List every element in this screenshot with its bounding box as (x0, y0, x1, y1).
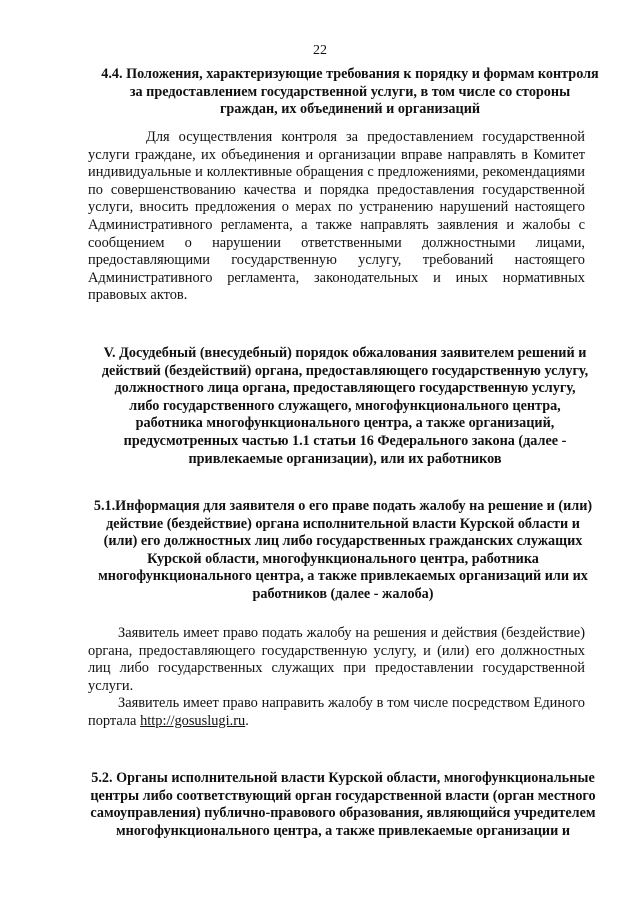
section-v-heading: V. Досудебный (внесудебный) порядок обжалования заявителем решений и действий (бездействий) органа, предоставляющего государственную услугу, должностного лица органа, предоставляющего государственную услугу, либо государственного служащего, многофункционального центра, работника многофункционального центра, а также организаций, предусмотренных частью 1.1 статьи 16 Федерального закона (далее - привлекаемые организации), или их работников (101, 345, 589, 467)
section-4-4-heading: 4.4. Положения, характеризующие требования к порядку и формам контроля за предоставлением государственной услуги, в том числе со стороны граждан, их объединений и организаций (101, 66, 599, 118)
section-5-1-paragraph-1: Заявитель имеет право подать жалобу на решения и действия (бездействие) органа, предоставляющего государственную услугу, и (или) его должностных лиц либо государственных служащих при предоставлении государственной услуги. (88, 625, 585, 694)
gosuslugi-link[interactable]: http://gosuslugi.ru (140, 712, 246, 729)
section-4-4-paragraph: Для осуществления контроля за предоставлением государственной услуги граждане, их объединения и организации вправе направлять в Комитет индивидуальные и коллективные обращения с предложениями, рекомендациями по совершенствованию качества и порядка предоставления государственной услуги, вносить предложения о мерах по устранению нарушений настоящего Административного регламента, а также направлять заявления и жалобы с сообщением о нарушении ответственными должностными лицами, предоставляющими государственную услугу, требований настоящего Административного регламента, законодательных и иных нормативных правовых актов. (88, 129, 585, 304)
section-5-1-heading: 5.1.Информация для заявителя о его праве подать жалобу на решение и (или) действие (бездействие) органа исполнительной власти Курской области и (или) его должностных лиц либо государственных гражданских служащих Курской области, многофункционального центра, работника многофункционального центра, а также привлекаемых организаций или их работников (далее - жалоба) (93, 498, 593, 602)
section-5-2-heading: 5.2. Органы исполнительной власти Курской области, многофункциональные центры либо соответствующий орган государственной власти (орган местного самоуправления) публично-правового образования, являющийся учредителем многофункционального центра, а также привлекаемые организации и (90, 770, 596, 839)
page-number: 22 (313, 43, 327, 58)
paragraph-2-end: . (245, 712, 249, 729)
paragraph-2-text: Заявитель имеет право направить жалобу в том числе посредством Единого портала (88, 695, 585, 729)
section-5-1-paragraph-2 (88, 695, 585, 730)
